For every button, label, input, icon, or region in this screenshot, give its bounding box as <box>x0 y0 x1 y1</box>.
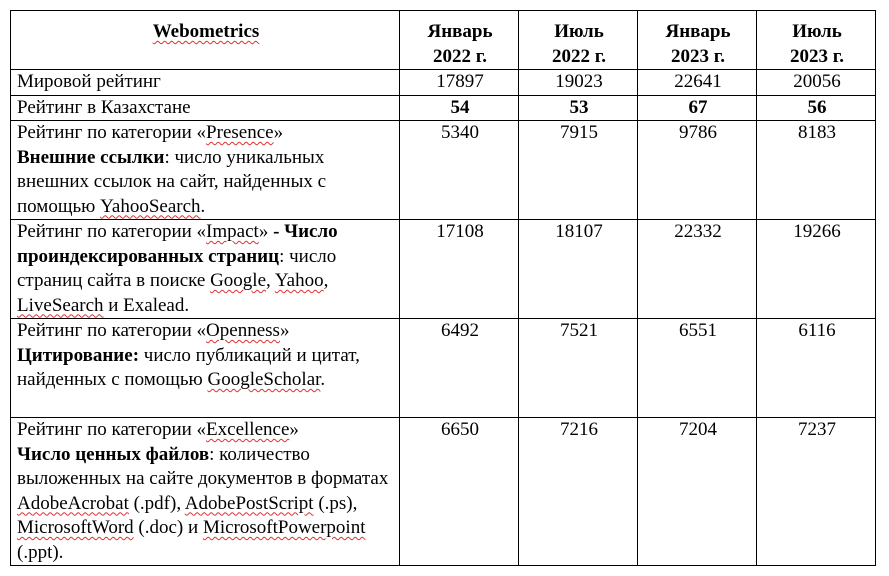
header-col-jul-2022 <box>519 11 638 70</box>
row-label-impact <box>11 220 400 319</box>
header-col-line2: 2023 г. <box>790 45 844 67</box>
table-cell: 7237 <box>757 418 876 566</box>
category-suffix: » <box>289 419 299 440</box>
table-cell: 7216 <box>519 418 638 566</box>
category-desc-sep: (.ps), <box>313 492 358 514</box>
row-label: Рейтинг в Казахстане <box>11 95 400 121</box>
header-col-line2: 2023 г. <box>671 45 725 67</box>
category-desc-term: MicrosoftWord <box>17 517 134 538</box>
table-cell: 67 <box>638 95 757 121</box>
category-prefix: Рейтинг по категории « <box>17 221 207 242</box>
table-cell: 22641 <box>638 70 757 96</box>
category-desc-sep: (.doc) и <box>133 517 203 538</box>
category-desc: : число уникальных внешних ссылок на сайт, найденных с помощью <box>17 146 327 217</box>
table-cell: 22332 <box>638 220 757 319</box>
header-col-line2: 2022 г. <box>433 45 487 67</box>
table-cell: 19266 <box>757 220 876 319</box>
row-label-excellence <box>11 418 400 566</box>
category-desc-term: LiveSearch <box>17 294 104 316</box>
table-cell: 18107 <box>519 220 638 319</box>
category-name: Presence <box>206 122 274 143</box>
category-desc-term: GoogleScholar <box>207 369 321 390</box>
header-title-text: Webometrics <box>152 21 260 42</box>
table-row-kz-rank <box>11 95 876 121</box>
category-desc-term: Yahoo <box>274 270 324 291</box>
category-desc: число публикаций и цитат, найденных с помощью <box>17 344 360 390</box>
category-desc-end: . <box>200 195 206 217</box>
category-desc: : число страниц сайта в поиске <box>17 245 337 291</box>
category-desc-sep: (.pdf), <box>128 492 185 514</box>
category-name: Excellence <box>206 419 290 440</box>
category-name: Openness <box>206 320 280 341</box>
row-label-presence <box>11 121 400 220</box>
table-cell: 7204 <box>638 418 757 566</box>
category-desc-sep: , <box>323 270 329 291</box>
table-cell: 6492 <box>400 319 519 418</box>
table-cell: 8183 <box>757 121 876 220</box>
table-row-world-rank <box>11 70 876 96</box>
table-cell: 19023 <box>519 70 638 96</box>
table-cell: 7915 <box>519 121 638 220</box>
table-row-presence <box>11 121 876 220</box>
header-col-line1: Июль <box>792 21 842 42</box>
table-cell: 7521 <box>519 319 638 418</box>
category-bold-term: Число ценных файлов <box>17 443 210 465</box>
category-desc-term: AdobePostScript <box>184 492 314 514</box>
header-title <box>11 11 400 70</box>
category-desc-end: (.ppt). <box>17 541 64 563</box>
header-col-line2: 2022 г. <box>552 45 606 67</box>
table-cell: 20056 <box>757 70 876 96</box>
category-desc-term: AdobeAcrobat <box>17 492 129 514</box>
table-row-excellence <box>11 418 876 566</box>
category-prefix: Рейтинг по категории « <box>17 320 207 341</box>
table-cell: 6551 <box>638 319 757 418</box>
category-desc-term: MicrosoftPowerpoint <box>202 517 366 538</box>
row-label: Мировой рейтинг <box>11 70 400 96</box>
table-cell: 17108 <box>400 220 519 319</box>
category-bold-term: - Число проиндексированных страниц <box>17 221 338 267</box>
category-name: Impact <box>206 221 259 242</box>
table-row-impact <box>11 220 876 319</box>
table-cell: 56 <box>757 95 876 121</box>
table-cell: 9786 <box>638 121 757 220</box>
table-cell: 53 <box>519 95 638 121</box>
category-suffix: » <box>279 320 290 341</box>
header-col-jan-2022 <box>400 11 519 70</box>
category-bold-term: Цитирование: <box>17 344 140 366</box>
category-suffix: » <box>258 221 274 242</box>
header-col-line1: Январь <box>427 21 493 42</box>
category-desc-sep: , <box>266 270 275 291</box>
category-desc-end: . <box>320 369 326 390</box>
table-row-openness <box>11 319 876 418</box>
category-desc-term: Google <box>210 270 267 291</box>
table-cell: 54 <box>400 95 519 121</box>
header-col-line1: Июль <box>554 21 604 42</box>
row-label-openness <box>11 319 400 418</box>
category-prefix: Рейтинг по категории « <box>17 122 207 143</box>
category-desc-end: и Exalead. <box>103 294 190 316</box>
category-prefix: Рейтинг по категории « <box>17 419 207 440</box>
header-row <box>11 11 876 70</box>
header-col-jul-2023 <box>757 11 876 70</box>
header-col-jan-2023 <box>638 11 757 70</box>
header-col-line1: Январь <box>665 21 731 42</box>
table-cell: 17897 <box>400 70 519 96</box>
category-suffix: » <box>273 122 284 143</box>
category-bold-term: Внешние ссылки <box>17 146 165 168</box>
category-desc: : количество выложенных на сайте документов в форматах <box>17 443 389 489</box>
table-cell: 6116 <box>757 319 876 418</box>
category-desc-term: YahooSearch <box>100 195 201 217</box>
table-cell: 5340 <box>400 121 519 220</box>
table-cell: 6650 <box>400 418 519 566</box>
webometrics-table <box>10 10 876 566</box>
